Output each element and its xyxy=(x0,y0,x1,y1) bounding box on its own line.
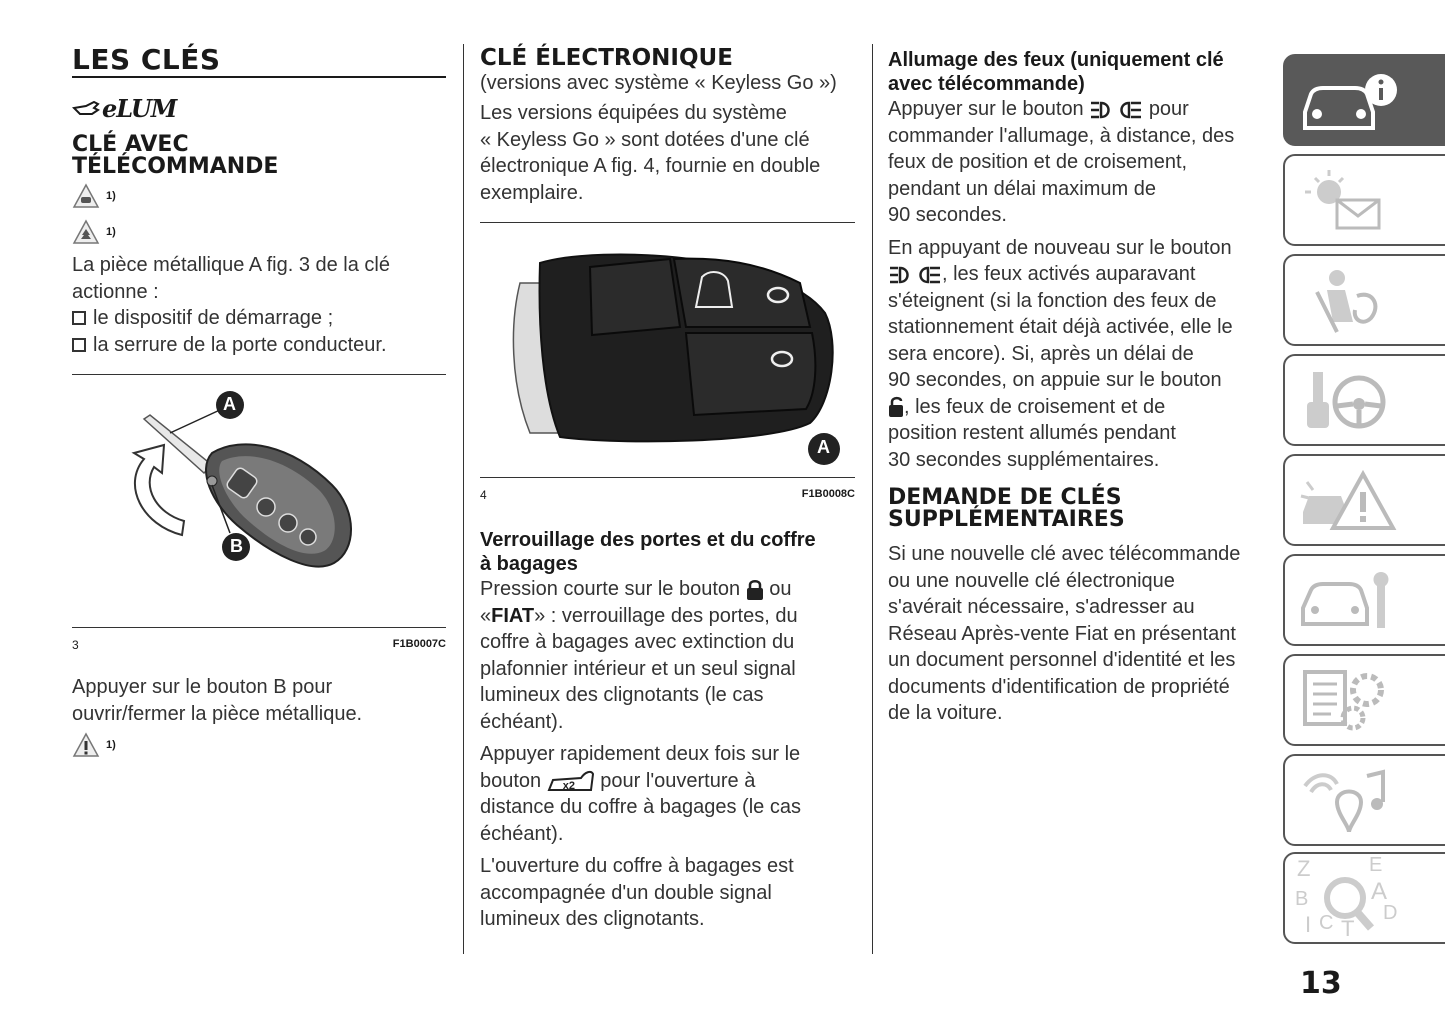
warning-icon xyxy=(72,732,100,758)
section-title-remote-key: CLÉ AVEC TÉLÉCOMMANDE xyxy=(72,132,279,179)
technical-data-icon xyxy=(1297,662,1397,742)
safety-airbag-icon xyxy=(1297,262,1397,342)
list-item: le dispositif de démarrage ; xyxy=(72,305,446,332)
column-lights xyxy=(888,44,1263,727)
flip-key-illustration xyxy=(72,375,446,627)
warning-car-icon xyxy=(72,183,100,209)
section-title-electronic-key: CLÉ ÉLECTRONIQUE xyxy=(480,45,733,71)
callout-a: A xyxy=(817,437,830,457)
warning-ref: 1) xyxy=(72,178,446,214)
tab-car-info[interactable] xyxy=(1283,54,1445,146)
warning-ref: 1) xyxy=(72,727,446,763)
paragraph-trunk-signal: L'ouverture du coffre à bagages est accompagnée d'un double signal lumineux des clignotants. xyxy=(480,855,794,931)
tab-safety[interactable] xyxy=(1283,254,1445,346)
figure-3 xyxy=(72,374,446,628)
car-info-icon xyxy=(1297,62,1397,142)
paragraph-extra-keys: Si une nouvelle clé avec télécommande ou une nouvelle clé électronique s'avérait nécessaire, s'adresser au Réseau Après-vente Fiat en présentant un document personnel d'identité et les documents d'identification de propriété de la voiture. xyxy=(888,543,1241,724)
intro-text: La pièce métallique A fig. 3 de la clé actionne : xyxy=(72,254,390,303)
figure-number: 4 xyxy=(480,488,487,502)
bullet-square-icon xyxy=(72,311,86,325)
paragraph-locking: Pression courte sur le bouton ou «FIAT» : verrouillage des portes, du coffre à bagages avec extinction du plafonnier intérieur et un seul signal lumineux des clignotants (le cas échéant). xyxy=(480,578,798,733)
tab-index[interactable] xyxy=(1283,852,1445,944)
page-title: LES CLÉS xyxy=(72,43,221,76)
tab-lights-messages[interactable] xyxy=(1283,154,1445,246)
figure-code: F1B0008C xyxy=(801,488,855,500)
paragraph-lights-on: Appuyer sur le bouton pour commander l'allumage, à distance, des feux de position et de croisement, pendant un délai maximum de 90 secondes. xyxy=(888,98,1235,226)
unlock-icon xyxy=(888,396,904,418)
subtitle: (versions avec système « Keyless Go ») xyxy=(480,72,837,94)
emergency-icon xyxy=(1297,462,1397,542)
car-maintenance-icon xyxy=(1297,562,1397,642)
headlights-icon xyxy=(1089,99,1143,121)
title-rule xyxy=(72,76,446,78)
index-letter: E xyxy=(1369,854,1383,876)
paragraph-keyless: Les versions équipées du système « Keyless Go » sont dotées d'une clé électronique A fig. 4, fournie en double exemplaire. xyxy=(480,102,821,204)
index-letter: Z xyxy=(1297,856,1311,881)
tab-emergency[interactable] xyxy=(1283,454,1445,546)
callout-b: B xyxy=(230,536,243,556)
tab-maintenance[interactable] xyxy=(1283,554,1445,646)
figure-caption xyxy=(480,488,855,502)
warning-ref: 1) xyxy=(72,214,446,250)
column-keys xyxy=(72,44,446,763)
multimedia-icon xyxy=(1297,762,1397,842)
index-letter: C xyxy=(1319,912,1334,934)
column-electronic-key xyxy=(480,44,855,933)
tab-technical-data[interactable] xyxy=(1283,654,1445,746)
bullet-square-icon xyxy=(72,338,86,352)
electronic-key-illustration xyxy=(480,223,855,477)
list-item: la serrure de la porte conducteur. xyxy=(72,332,446,359)
key-steering-icon xyxy=(1297,362,1397,442)
trunk-x2-button-icon: x2 xyxy=(547,768,595,794)
elum-text: eLUM xyxy=(102,93,177,123)
section-title-extra-keys: DEMANDE DE CLÉS SUPPLÉMENTAIRES xyxy=(888,485,1125,532)
figure-4 xyxy=(480,222,855,478)
button-b-text: Appuyer sur le bouton B pour ouvrir/fermer la pièce métallique. xyxy=(72,676,363,725)
index-letter: I xyxy=(1305,912,1312,937)
index-letter: T xyxy=(1341,916,1355,941)
paragraph-lights-off: En appuyant de nouveau sur le bouton , les feux activés auparavant s'éteignent (si la fonction des feux de stationnement était déjà activée, elle le sera encore). Si, après un délai de 90 secondes, on appuie sur le bouton , les feux de croisement et de position restent allumés pendant 30 secondes supplémentaires. xyxy=(888,236,1233,471)
tab-starting-driving[interactable] xyxy=(1283,354,1445,446)
lock-icon xyxy=(746,579,764,601)
figure-number: 3 xyxy=(72,638,79,652)
paragraph-trunk: Appuyer rapidement deux fois sur le bouton x2 pour l'ouverture à distance du coffre à bagages (le cas échéant). xyxy=(480,743,801,845)
subsection-title-lights: Allumage des feux (uniquement clé avec télécommande) xyxy=(888,49,1224,95)
index-letter: A xyxy=(1371,878,1388,905)
page-number: 13 xyxy=(1300,966,1342,1001)
elum-logo xyxy=(72,90,446,126)
subsection-title-locking: Verrouillage des portes et du coffre à bagages xyxy=(480,529,816,575)
index-letter: B xyxy=(1295,888,1309,910)
figure-code: F1B0007C xyxy=(392,638,446,650)
warning-tree-icon xyxy=(72,219,100,245)
tab-multimedia[interactable] xyxy=(1283,754,1445,846)
pointing-hand-icon xyxy=(72,96,102,120)
callout-a: A xyxy=(223,394,236,414)
headlights-icon xyxy=(888,264,942,286)
figure-caption xyxy=(72,638,446,652)
lights-messages-icon xyxy=(1297,162,1397,242)
index-letter: D xyxy=(1383,902,1398,924)
